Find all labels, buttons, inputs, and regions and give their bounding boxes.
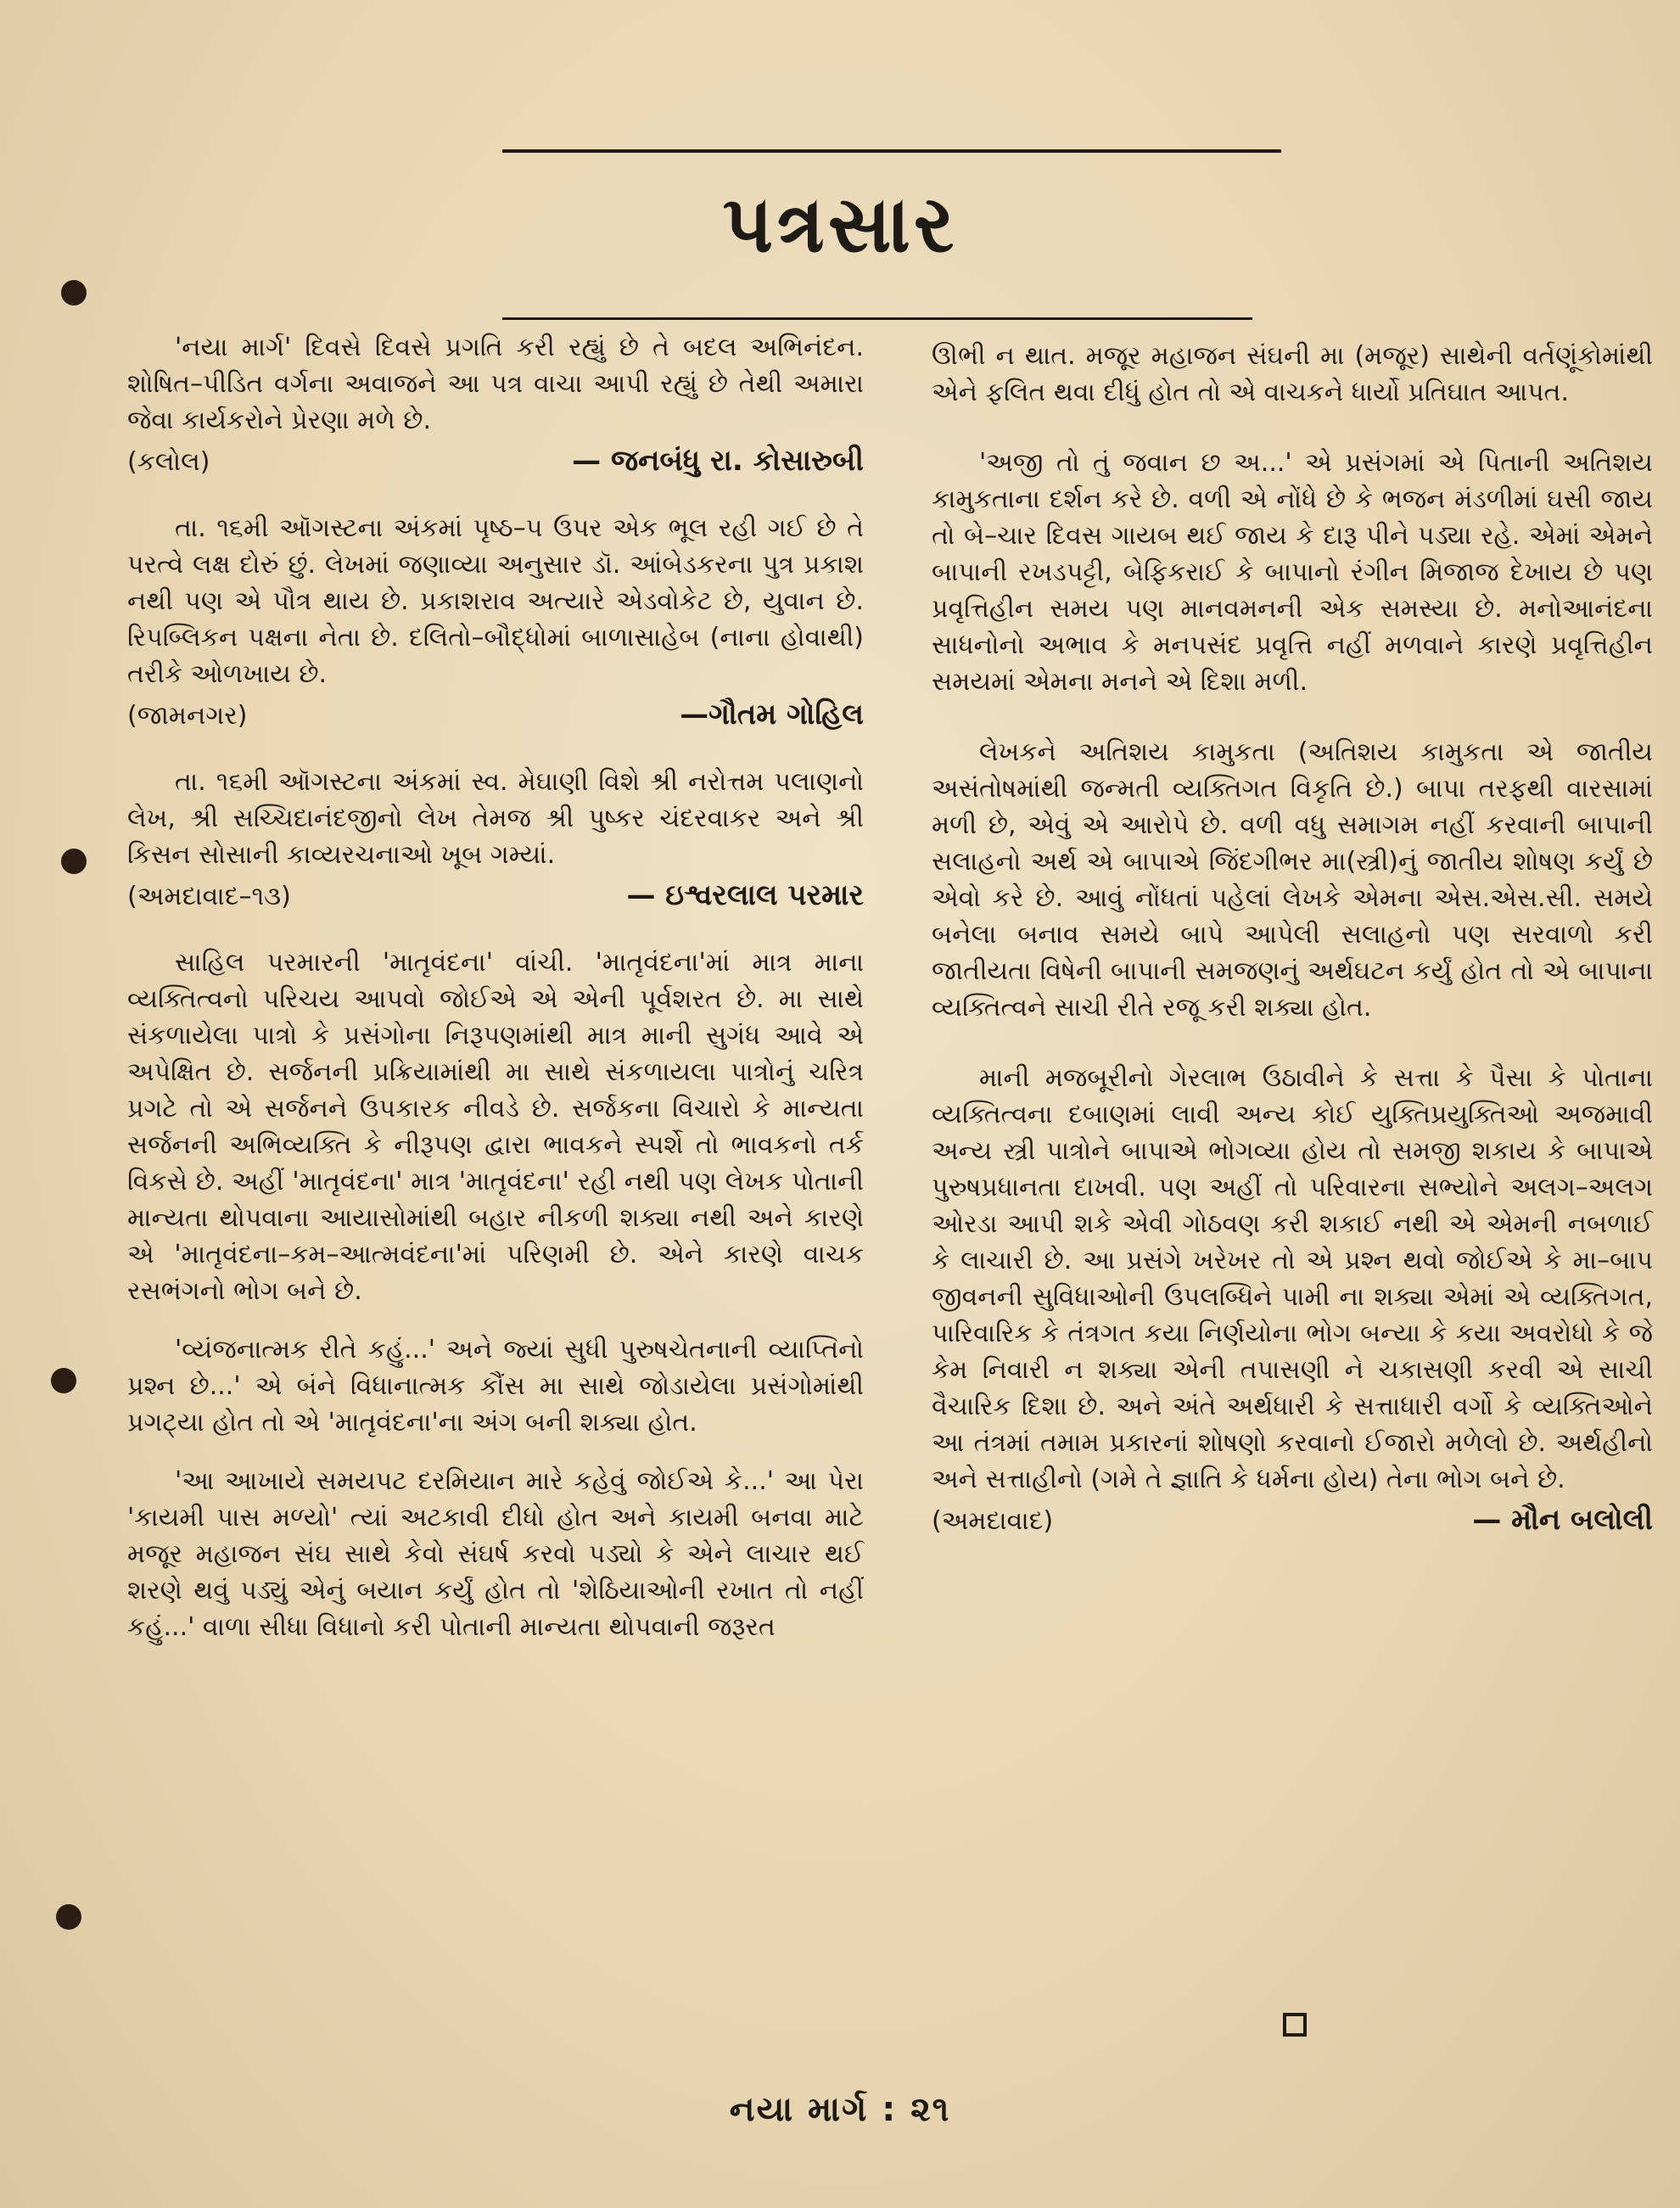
binding-hole [56, 1904, 81, 1930]
binding-hole [61, 849, 87, 874]
signature-line [127, 442, 864, 481]
binding-hole [61, 280, 87, 305]
letter-paragraph: તા. ૧૬મી ઑગસ્ટના અંકમાં પૃષ્ઠ–૫ ઉપર એક ભૂલ રહી ગઈ છે તે પરત્વે લક્ષ દોરું છું. લેખમાં જણાવ્યા અનુસાર ડૉ. આંબેડકરના પુત્ર પ્રકાશ નથી પણ એ પૌત્ર થાય છે. પ્રકાશરાવ અત્યારે એડવોકેટ છે, યુવાન છે. રિપબ્લિકન પક્ષના નેતા છે. દલિતો–બૌદ્ધોમાં બાળાસાહેબ (નાના હોવાથી) તરીકે ઓળખાય છે. [127, 513, 864, 689]
letter-paragraph: ઊભી ન થાત. મજૂર મહાજન સંઘની મા (મજૂર) સાથેની વર્તણૂંકોમાંથી એને ફલિત થવા દીધું હોત તો એ વાચકને ધાર્યો પ્રતિઘાત આપત. [932, 341, 1653, 407]
letter-2 [127, 510, 864, 735]
signature-line [127, 877, 864, 916]
signature-line [932, 1501, 1653, 1540]
letter-paragraph: માની મજબૂરીનો ગેરલાભ ઉઠાવીને કે સત્તા કે પૈસા કે પોતાના વ્યક્તિત્વના દબાણમાં લાવી અન્ય કોઈ યુક્તિપ્રયુક્તિઓ અજમાવી અન્ય સ્ત્રી પાત્રોને બાપાએ ભોગવ્યા હોય તો સમજી શકાય કે બાપાએ પુરુષપ્રધાનતા દાખવી. પણ અહીં તો પરિવારના સભ્યોને અલગ–અલગ ઓરડા આપી શકે એવી ગોઠવણ કરી શકાઈ નથી એ એમની નબળાઈ કે લાચારી છે. આ પ્રસંગે ખરેખર તો એ પ્રશ્ન થવો જોઈએ કે મા–બાપ જીવનની સુવિધાઓની ઉપલબ્ધિને પામી ના શક્યા એમાં એ વ્યક્તિગત, પારિવારિક કે તંત્રગત કયા નિર્ણયોના ભોગ બન્યા કે કયા અવરોધો કે જે કેમ નિવારી ન શક્યા એની તપાસણી ને ચકાસણી કરવી એ સાચી વૈચારિક દિશા છે. અને અંતે અર્થધારી કે સત્તાધારી વર્ગો કે વ્યક્તિઓને આ તંત્રમાં તમામ પ્રકારનાં શોષણો કરવાનો ઈજારો મળેલો છે. અર્થહીનો અને સત્તાહીનો (ગમે તે જ્ઞાતિ કે ધર્મના હોય) તેના ભોગ બને છે. [932, 1063, 1653, 1494]
end-of-article-square-icon [1283, 2013, 1307, 2037]
letter-signature: — જનબંધુ રા. કોસારુબી [572, 444, 864, 478]
letter-signature: — ઇશ્વરલાલ પરમાર [626, 878, 864, 912]
letter-place: (અમદાવાદ–૧૩) [127, 882, 291, 911]
page-title: પત્રસાર [722, 179, 958, 270]
letter-paragraph: સાહિલ પરમારની 'માતૃવંદના' વાંચી. 'માતૃવંદના'માં માત્ર માના વ્યક્તિત્વનો પરિચય આપવો જોઈએ એ એની પૂર્વશરત છે. મા સાથે સંકળાયેલા પાત્રો કે પ્રસંગોના નિરૂપણમાંથી માત્ર માની સુગંધ આવે એ અપેક્ષિત છે. સર્જનની પ્રક્રિયામાંથી મા સાથે સંકળાયલા પાત્રોનું ચરિત્ર પ્રગટે તો એ સર્જનને ઉપકારક નીવડે છે. સર્જકના વિચારો કે માન્યતા સર્જનની અભિવ્યક્તિ કે નીરૂપણ દ્વારા ભાવકને સ્પર્શે તો ભાવકનો તર્ક વિકસે છે. અહીં 'માતૃવંદના' માત્ર 'માતૃવંદના' રહી નથી પણ લેખક પોતાની માન્યતા થોપવાના આયાસોમાંથી બહાર નીકળી શક્યા નથી અને કારણે એ 'માતૃવંદના–કમ–આત્મવંદના'માં પરિણમી છે. એને કારણે વાચક રસભંગનો ભોગ બને છે. [127, 948, 864, 1306]
letter-4-continued [932, 338, 1653, 411]
signature-line [127, 696, 864, 735]
letter-4-part-4 [932, 1060, 1653, 1540]
letter-place: (અમદાવાદ) [932, 1506, 1054, 1536]
letter-paragraph: 'અજી તો તું જવાન છ અ...' એ પ્રસંગમાં એ પિતાની અતિશય કામુકતાના દર્શન કરે છે. વળી એ નોંધે છે કે ભજન મંડળીમાં ઘસી જાય તો બે–ચાર દિવસ ગાયબ થઈ જાય કે દારૂ પીને પડ્યા રહે. એમાં એમને બાપાની રખડપટ્ટી, બેફિકરાઈ કે બાપાનો રંગીન મિજાજ દેખાય છે પણ પ્રવૃત્તિહીન સમય પણ માનવમનની એક સમસ્યા છે. મનોઆનંદના સાધનોનો અભાવ કે મનપસંદ પ્રવૃત્તિ નહીં મળવાને કારણે પ્રવૃત્તિહીન સમયમાં એમના મનને એ દિશા મળી. [932, 448, 1653, 697]
letter-paragraph: 'નયા માર્ગ' દિવસે દિવસે પ્રગતિ કરી રહ્યું છે તે બદલ અભિનંદન. શોષિત–પીડિત વર્ગના અવાજને આ પત્ર વાચા આપી રહ્યું છે તેથી અમારા જેવા કાર્યકરોને પ્રેરણા મળે છે. [127, 333, 864, 435]
top-rule [502, 149, 1281, 153]
letter-place: (કલોલ) [127, 447, 210, 477]
page-footer: નયા માર્ગ : ૨૧ [729, 2090, 951, 2129]
letter-4-part-3 [932, 734, 1653, 1026]
letter-paragraph: તા. ૧૬મી ઑગસ્ટના અંકમાં સ્વ. મેઘાણી વિશે શ્રી નરોત્તમ પલાણનો લેખ, શ્રી સચ્ચિદાનંદજીનો લેખ તેમજ શ્રી પુષ્કર ચંદરવાકર અને શ્રી કિસન સોસાની કાવ્યરચનાઓ ખૂબ ગમ્યાં. [127, 767, 864, 870]
letter-signature: — મૌન બલોલી [1472, 1503, 1653, 1537]
letter-signature: —ગૌતમ ગોહિલ [680, 698, 864, 731]
letter-3 [127, 764, 864, 916]
title-underline [502, 317, 1252, 320]
binding-hole [51, 1368, 76, 1393]
letter-paragraph: 'આ આખાયે સમયપટ દરમિયાન મારે કહેવું જોઈએ કે...' આ પેરા 'કાયમી પાસ મળ્યો' ત્યાં અટકાવી દીધો હોત અને કાયમી બનવા માટે મજૂર મહાજન સંઘ સાથે કેવો સંઘર્ષ કરવો પડ્યો કે એને લાચાર થઈ શરણે થવું પડ્યું એનું બયાન કર્યું હોત તો 'શેઠિયાઓની રખાત તો નહીં કહું...' વાળા સીધા વિધાનો કરી પોતાની માન્યતા થોપવાની જરૂરત [127, 1466, 864, 1642]
letter-paragraph: લેખકને અતિશય કામુકતા (અતિશય કામુકતા એ જાતીય અસંતોષમાંથી જન્મતી વ્યક્તિગત વિકૃતિ છે.) બાપા તરફથી વારસામાં મળી છે, એવું એ આરોપે છે. વળી વધુ સમાગમ નહીં કરવાની બાપાની સલાહનો અર્થ એ બાપાએ જિંદગીભર મા(સ્ત્રી)નું જાતીય શોષણ કર્યું છે એવો કરે છે. આવું નોંધતાં પહેલાં લેખકે એમના એસ.એસ.સી. સમયે બનેલા બનાવ સમયે બાપે આપેલી સલાહનો પણ સરવાળો કરી જાતીયતા વિષેની બાપાની સમજણનું અર્થઘટન કર્યું હોત તો એ બાપાના વ્યક્તિત્વને સાચી રીતે રજૂ કરી શક્યા હોત. [932, 737, 1653, 1023]
letter-4 [127, 944, 864, 1645]
left-column [127, 329, 864, 1645]
letter-place: (જામનગર) [127, 701, 248, 731]
letter-paragraph: 'વ્યંજનાત્મક રીતે કહું...' અને જ્યાં સુધી પુરુષચેતનાની વ્યાપ્તિનો પ્રશ્ન છે...' એ બંને વિધાનાત્મક કૌંસ મા સાથે જોડાયેલા પ્રસંગોમાંથી પ્રગટ્યા હોત તો એ 'માતૃવંદના'ના અંગ બની શક્યા હોત. [127, 1335, 864, 1437]
right-column [932, 338, 1653, 1540]
letter-1 [127, 329, 864, 481]
letter-4-part-2 [932, 445, 1653, 700]
